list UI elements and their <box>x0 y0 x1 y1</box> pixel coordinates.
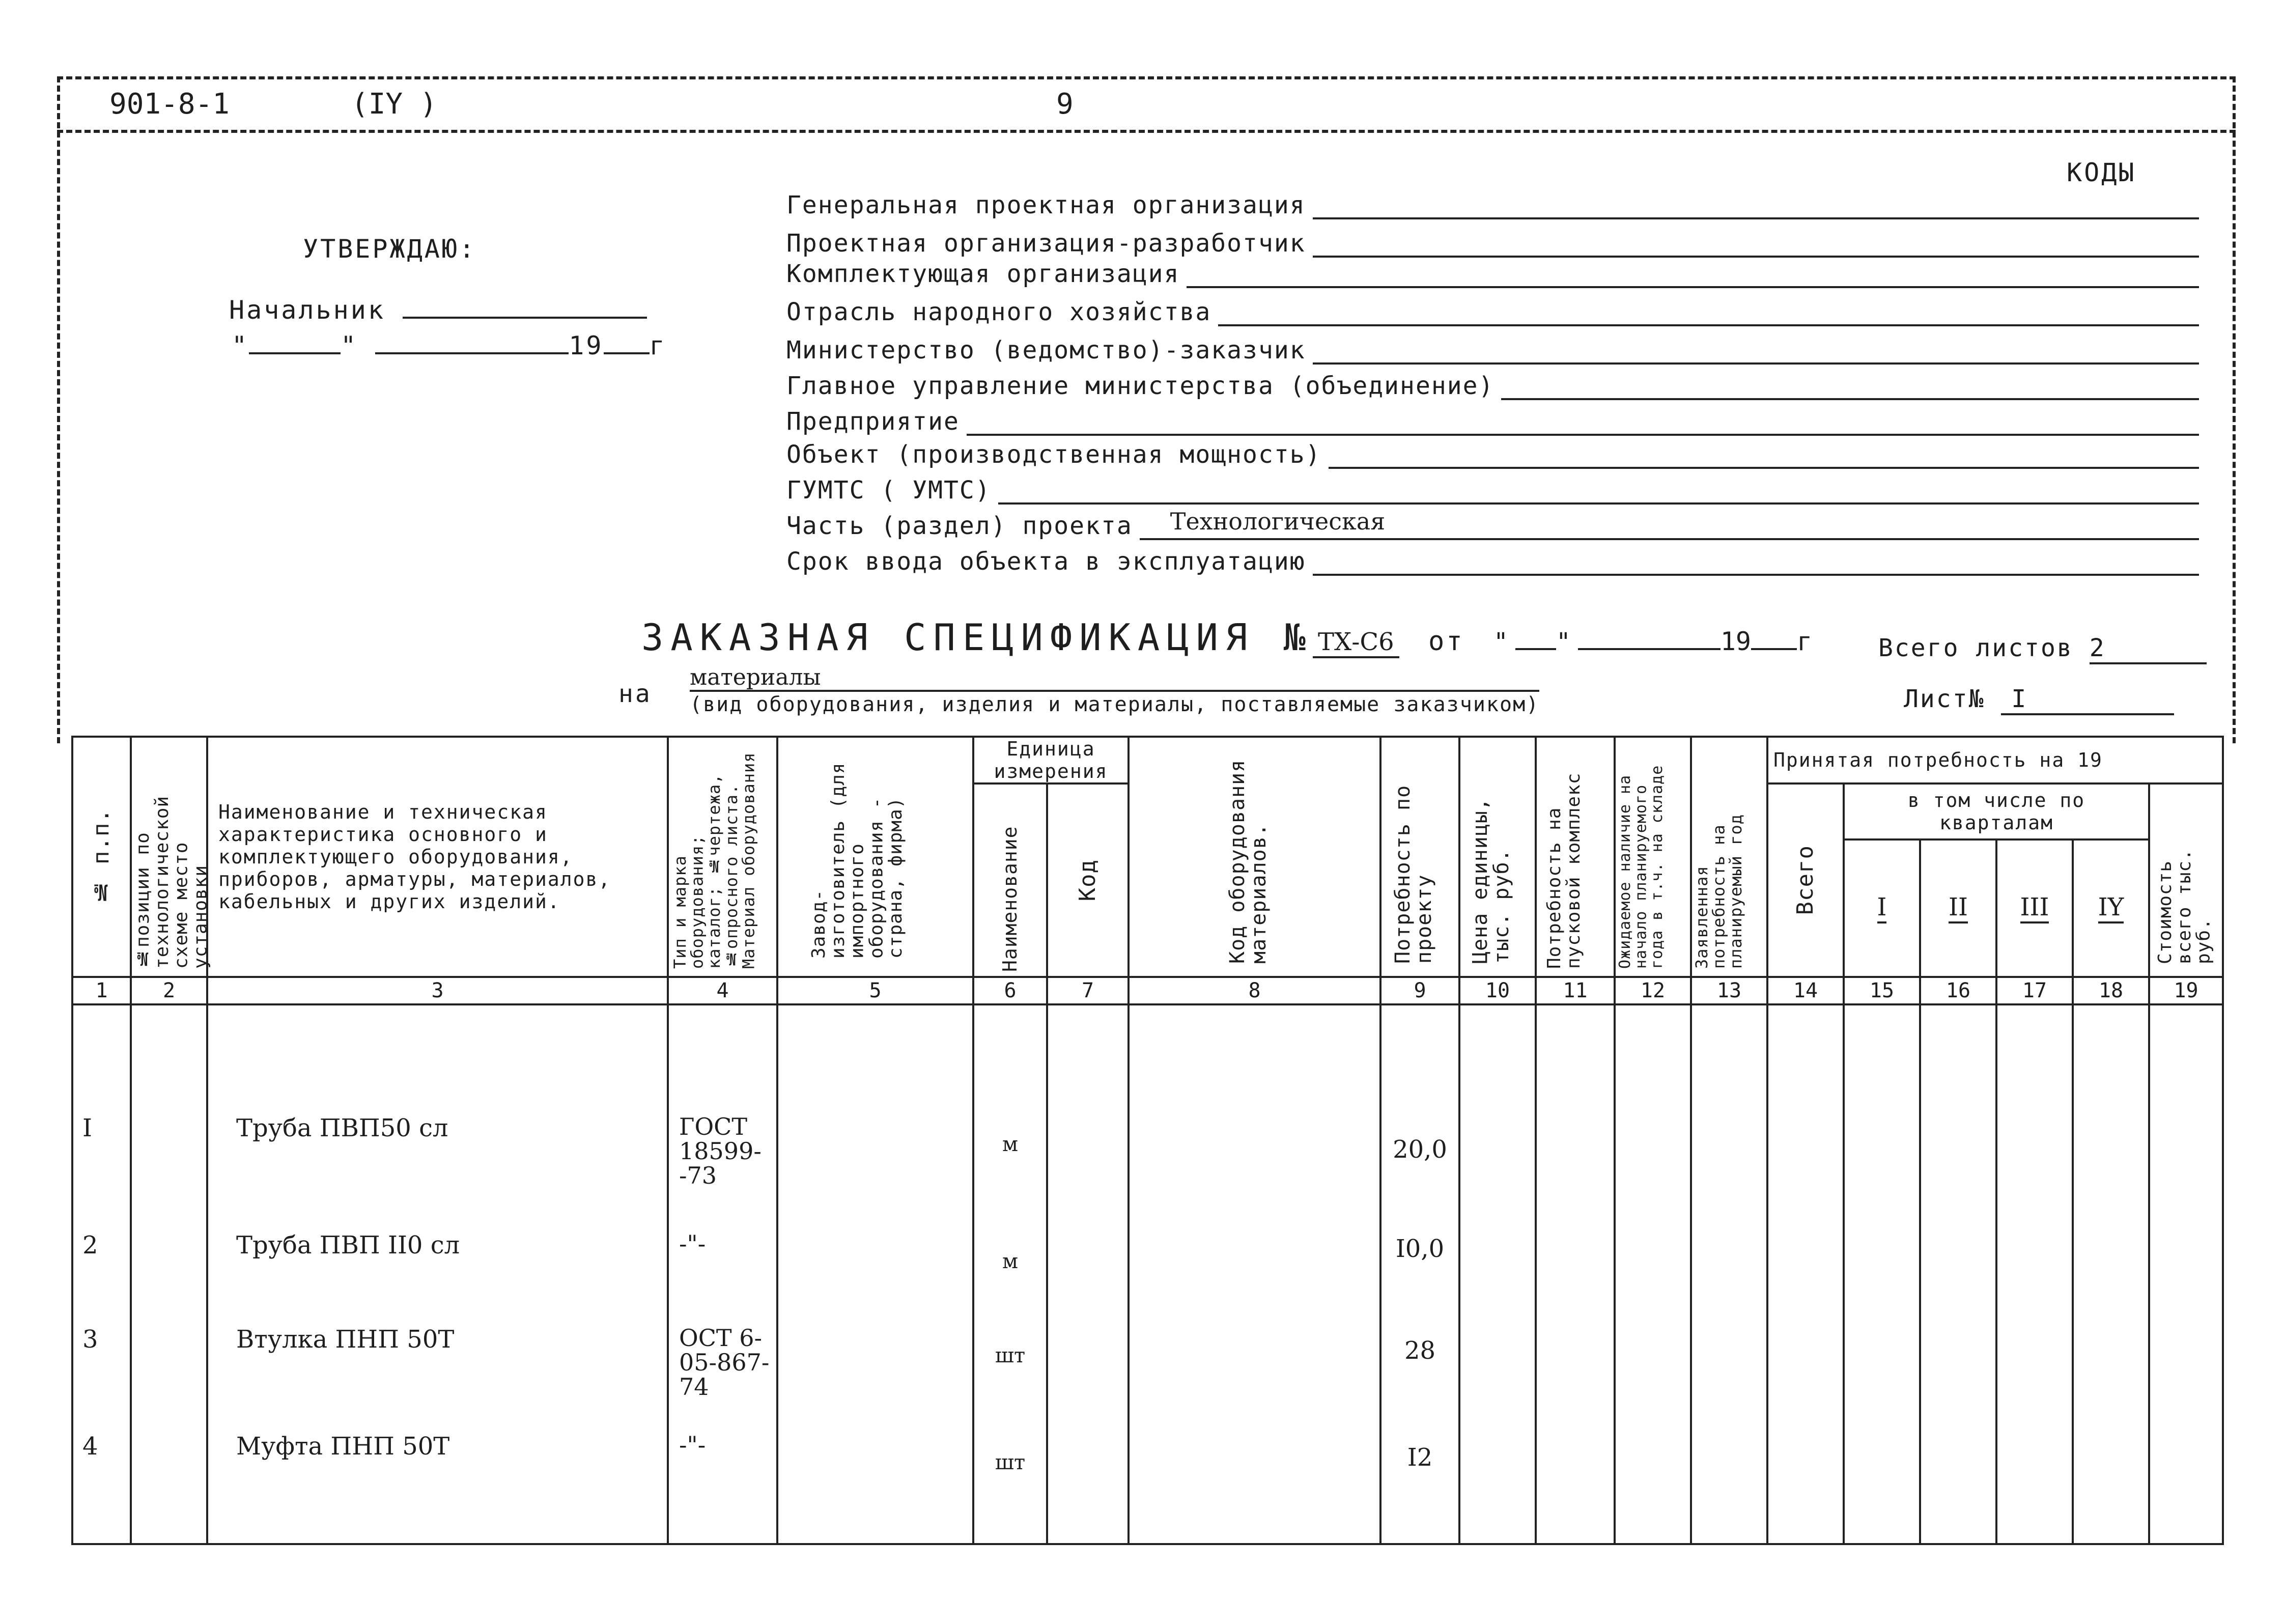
doc-code: 901-8-1 <box>109 88 230 121</box>
list-item: ГОСТ 18599--73 <box>679 1113 762 1189</box>
date-year: 19 <box>569 331 604 360</box>
header-quarters-group: в том числе по кварталам <box>1844 783 2149 839</box>
total-sheets-block <box>1878 634 2207 664</box>
spec-year: 19 <box>1720 627 1752 656</box>
spec-title: ЗАКАЗНАЯ СПЕЦИФИКАЦИЯ № <box>641 616 1313 659</box>
col-name <box>207 1004 668 1544</box>
col-position <box>131 1004 207 1544</box>
list-item: I2 <box>1407 1443 1433 1472</box>
col-unit <box>973 1004 1047 1544</box>
field-enterprise: Предприятие <box>786 407 2199 436</box>
field-object: Объект (производственная мощность) <box>786 440 2199 469</box>
list-item: Втулка ПНП 50Т <box>236 1325 455 1354</box>
header-c7: Код <box>1047 783 1129 977</box>
list-item: 2 <box>82 1230 98 1259</box>
list-item: 3 <box>82 1325 98 1354</box>
header-c3: Наименование и техническая характеристика основного и комплектующего оборудования, приборов, арматуры, материалов, кабельных и других изделий. <box>207 737 668 977</box>
header-c14: Всего <box>1767 783 1844 977</box>
spec-day-line <box>1515 648 1556 650</box>
date-year-line <box>604 352 650 354</box>
spec-for-label: на <box>618 680 652 708</box>
frame-left-border <box>57 76 60 743</box>
header-c8: Код оборудования материалов. <box>1129 737 1380 977</box>
spec-quote-close: " <box>1556 628 1578 656</box>
approval-date-block <box>232 331 667 360</box>
frame-top-border <box>57 76 2236 79</box>
list-item: Труба ПВП II0 сл <box>236 1230 460 1259</box>
spec-subject-note: (вид оборудования, изделия и материалы, поставляемые заказчиком) <box>690 690 1539 716</box>
field-ministry: Министерство (ведомство)-заказчик <box>786 336 2199 365</box>
list-item: 4 <box>82 1432 98 1461</box>
total-sheets-label: Всего листов <box>1878 634 2073 662</box>
spec-suffix: г <box>1797 627 1820 656</box>
codes-label: КОДЫ <box>2067 158 2136 187</box>
list-item: ОСТ 6-05-867-74 <box>679 1324 770 1401</box>
list-item: м <box>1002 1133 1019 1156</box>
col-unit-code <box>1047 1004 1129 1544</box>
header-c16: II <box>1920 839 1996 977</box>
list-item: 28 <box>1404 1336 1436 1365</box>
chief-label: Начальник <box>229 295 385 325</box>
sheet-value: I <box>2001 685 2174 715</box>
column-numbers-row: 1 2 3 4 5 6 7 8 9 10 11 12 13 14 15 16 17 18 19 <box>72 977 2223 1004</box>
chief-signature-line <box>403 317 647 319</box>
col-equipment-code <box>1129 1004 1380 1544</box>
header-c1: № п.п. <box>72 737 131 977</box>
list-item: шт <box>995 1451 1026 1474</box>
col-qty <box>1380 1004 1459 1544</box>
spec-month-line <box>1578 648 1721 650</box>
spec-from-label: от <box>1428 626 1464 657</box>
list-item: Муфта ПНП 50Т <box>236 1432 450 1461</box>
total-sheets-value: 2 <box>2090 634 2207 664</box>
field-industry: Отрасль народного хозяйства <box>786 298 2199 326</box>
header-c15: I <box>1844 839 1920 977</box>
spec-title-block <box>641 616 1819 659</box>
list-item: -"- <box>679 1230 706 1257</box>
date-suffix: г <box>649 331 667 360</box>
header-c12: Ожидаемое наличие на начало планируемого года в т.ч. на складе <box>1615 737 1691 977</box>
list-item: м <box>1002 1250 1019 1273</box>
spec-number: ТХ-С6 <box>1313 628 1399 658</box>
list-item: -"- <box>679 1431 706 1459</box>
approve-label: УТВЕРЖДАЮ: <box>303 234 477 264</box>
frame-header-divider <box>57 130 2236 133</box>
list-item: I <box>82 1113 92 1142</box>
header-c10: Цена единицы, тыс. руб. <box>1459 737 1536 977</box>
header-c17: III <box>1996 839 2073 977</box>
header-c18: IY <box>2073 839 2149 977</box>
page-number: 9 <box>1056 88 1074 121</box>
header-c6: Наименование <box>973 783 1047 977</box>
field-general-org: Генеральная проектная организация <box>786 191 2199 219</box>
field-project-part: Часть (раздел) проекта Технологическая <box>786 512 2199 540</box>
header-c2: №позиции по технологической схеме место установки <box>131 737 207 977</box>
field-supply-org: Комплектующая организация <box>786 260 2199 288</box>
field-design-org: Проектная организация-разработчик <box>786 229 2199 258</box>
col-no <box>72 1004 131 1544</box>
sheet-number-block <box>1904 685 2174 715</box>
list-item: шт <box>995 1344 1026 1367</box>
sheet-label: Лист№ <box>1904 685 1985 713</box>
spec-quote-open: " <box>1493 628 1515 656</box>
date-month-line <box>375 352 569 354</box>
col-manufacturer <box>777 1004 973 1544</box>
frame-right-border <box>2233 76 2236 743</box>
header-c4: Тип и марка оборудования; каталог; №чертежа,№опросного листа. Материал оборудования <box>668 737 777 977</box>
doc-volume: (IY ) <box>351 88 437 121</box>
specification-table <box>71 736 2224 1545</box>
header-c11: Потребность на пусковой комплекс <box>1536 737 1615 977</box>
spec-year-line <box>1751 648 1797 650</box>
header-c13: Заявленная потребность на планируемый год <box>1691 737 1767 977</box>
chief-label-block <box>229 295 647 325</box>
spec-subject: материалы <box>690 664 821 690</box>
field-main-directorate: Главное управление министерства (объединение) <box>786 372 2199 400</box>
header-accepted-group: Принятая потребность на 19 <box>1767 737 2223 783</box>
header-c19: Стоимость всего тыс. руб. <box>2149 783 2223 977</box>
col-type <box>668 1004 777 1544</box>
date-quote-open: " <box>232 331 249 360</box>
header-unit-group: Единица измерения <box>973 737 1129 783</box>
date-day-line <box>249 352 341 354</box>
header-c9: Потребность по проекту <box>1380 737 1459 977</box>
list-item: Труба ПВП50 сл <box>236 1113 448 1142</box>
header-c5: Завод-изготовитель (для импортного оборудования - страна, фирма) <box>777 737 973 977</box>
list-item: 20,0 <box>1393 1135 1447 1164</box>
table-body <box>72 1004 2223 1544</box>
field-gumts: ГУМТС ( УМТС) <box>786 476 2199 505</box>
date-quote-close: " <box>341 331 358 360</box>
list-item: I0,0 <box>1395 1235 1445 1263</box>
field-commissioning-date: Срок ввода объекта в эксплуатацию <box>786 547 2199 576</box>
